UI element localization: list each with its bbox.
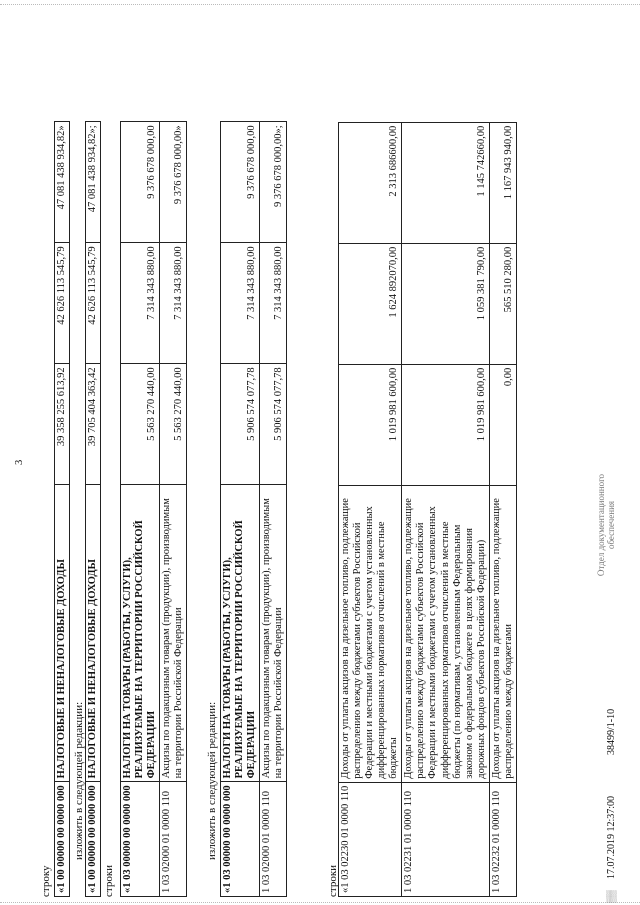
table-row	[489, 122, 516, 896]
cell-v2: 42 626 113 545,79	[86, 243, 101, 364]
table-3	[120, 121, 187, 897]
cell-name: НАЛОГОВЫЕ И НЕНАЛОГОВЫЕ ДОХОДЫ	[86, 485, 101, 782]
table-5	[338, 122, 517, 897]
cell-code: 1 03 02000 01 0000 110	[160, 782, 187, 897]
cell-v1: 1 019 981 600,00	[339, 364, 402, 485]
table-2	[85, 121, 101, 897]
cell-name: Акцизы по подакцизным товарам (продукции), производимым на территории Российской Федерации	[260, 485, 287, 782]
cell-code: «1 00 00000 00 0000 000	[86, 782, 101, 897]
label-izlozhit-2: изложить в следующей редакции:	[206, 701, 218, 860]
cell-name: Доходы от уплаты акцизов на дизельное топливо, подлежащие распределению между бюджетами субъектов Российской Федерации и местными бюджетами с учетом установленных дифференцированных нормативов отчислений в местные бюджеты (по нормативам, установленным Федеральным законом о федеральном бюджете в целях формирования дорожных фондов субъектов Российской Федерации)	[402, 485, 489, 782]
table-1	[54, 121, 70, 897]
table-row	[160, 122, 187, 897]
cell-v1: 5 906 574 077,78	[221, 364, 260, 485]
cell-v1: 5 906 574 077,78	[260, 364, 287, 485]
table-row	[55, 122, 70, 897]
footer-doc-number: 38499/1-10	[606, 708, 617, 755]
cell-v1: 5 563 270 440,00	[160, 364, 187, 485]
cell-v2: 42 626 113 545,79	[55, 243, 70, 364]
label-stroku: строку	[40, 865, 52, 897]
cell-v1: 1 019 981 600,00	[402, 364, 489, 485]
table-row	[339, 122, 402, 896]
page-number: 3	[14, 459, 25, 465]
table-row	[221, 122, 260, 897]
label-izlozhit-1: изложить в следующей редакции:	[73, 701, 85, 860]
cell-code: 1 03 02232 01 0000 110	[489, 782, 516, 896]
cell-v3: 47 081 438 934,82»	[55, 122, 70, 243]
cell-v2: 1 624 892070,00	[339, 243, 402, 364]
cell-v1: 5 563 270 440,00	[121, 364, 160, 485]
footer-stamp-line2: обеспечения	[606, 500, 616, 550]
cell-code: «1 03 00000 00 0000 000	[221, 782, 260, 897]
cell-v3: 9 376 678 000,00	[221, 122, 260, 243]
cell-v3: 9 376 678 000,00	[121, 122, 160, 243]
cell-code: 1 03 02000 01 0000 110	[260, 782, 287, 897]
table-5-body	[339, 122, 517, 896]
label-stroki-2: строки	[327, 864, 339, 897]
label-stroki-1: строки	[103, 864, 115, 897]
table-4	[220, 121, 287, 897]
cell-v1: 39 358 255 613,92	[55, 364, 70, 485]
cell-v2: 565 510 280,00	[489, 243, 516, 364]
cell-v2: 7 314 343 880,00	[260, 243, 287, 364]
cell-name: НАЛОГИ НА ТОВАРЫ (РАБОТЫ, УСЛУГИ), РЕАЛИЗУЕМЫЕ НА ТЕРРИТОРИИ РОССИЙСКОЙ ФЕДЕРАЦИИ	[221, 485, 260, 782]
cell-name: НАЛОГОВЫЕ И НЕНАЛОГОВЫЕ ДОХОДЫ	[55, 485, 70, 782]
table-row	[86, 122, 101, 897]
table-1-body	[55, 122, 70, 897]
cell-code: «1 03 02230 01 0000 110	[339, 782, 402, 896]
table-row	[402, 122, 489, 896]
cell-v3: 9 376 678 000,00»	[160, 122, 187, 243]
cell-v3: 1 145 742660,00	[402, 122, 489, 243]
cell-v2: 7 314 343 880,00	[121, 243, 160, 364]
cell-v2: 7 314 343 880,00	[221, 243, 260, 364]
scan-edge-left	[0, 902, 640, 903]
cell-v2: 7 314 343 880,00	[160, 243, 187, 364]
footer-barcode-mark: ▒▒	[606, 890, 616, 903]
cell-name: Доходы от уплаты акцизов на дизельное топливо, подлежащие распределению между бюджетами	[489, 485, 516, 782]
cell-code: «1 03 00000 00 0000 000	[121, 782, 160, 897]
scan-edge-right	[0, 4, 640, 5]
table-row	[121, 122, 160, 897]
cell-v3: 9 376 678 000,00»;	[260, 122, 287, 243]
table-3-body	[121, 122, 187, 897]
table-row	[260, 122, 287, 897]
cell-v3: 1 167 943 940,00	[489, 122, 516, 243]
table-4-body	[221, 122, 287, 897]
cell-code: «1 00 00000 00 0000 000	[55, 782, 70, 897]
table-2-body	[86, 122, 101, 897]
cell-code: 1 03 02231 01 0000 110	[402, 782, 489, 896]
cell-v1: 39 705 404 363,42	[86, 364, 101, 485]
footer-stamp	[596, 450, 616, 600]
cell-v3: 47 081 438 934,82»;	[86, 122, 101, 243]
cell-name: Акцизы по подакцизным товарам (продукции), производимым на территории Российской Федерации	[160, 485, 187, 782]
footer-timestamp: 17.07.2019 12:37:00	[606, 795, 617, 879]
footer-stamp-line1: Отдел документационного	[596, 473, 606, 577]
cell-v2: 1 059 381 790,00	[402, 243, 489, 364]
cell-v1: 0,00	[489, 364, 516, 485]
cell-name: НАЛОГИ НА ТОВАРЫ (РАБОТЫ, УСЛУГИ), РЕАЛИЗУЕМЫЕ НА ТЕРРИТОРИИ РОССИЙСКОЙ ФЕДЕРАЦИИ	[121, 485, 160, 782]
cell-v3: 2 313 686600,00	[339, 122, 402, 243]
cell-name: Доходы от уплаты акцизов на дизельное топливо, подлежащие распределению между бюджетами субъектов Российской Федерации и местными бюджетами с учетом установленных дифференцированных нормативов отчислений в местные бюджеты	[339, 485, 402, 782]
